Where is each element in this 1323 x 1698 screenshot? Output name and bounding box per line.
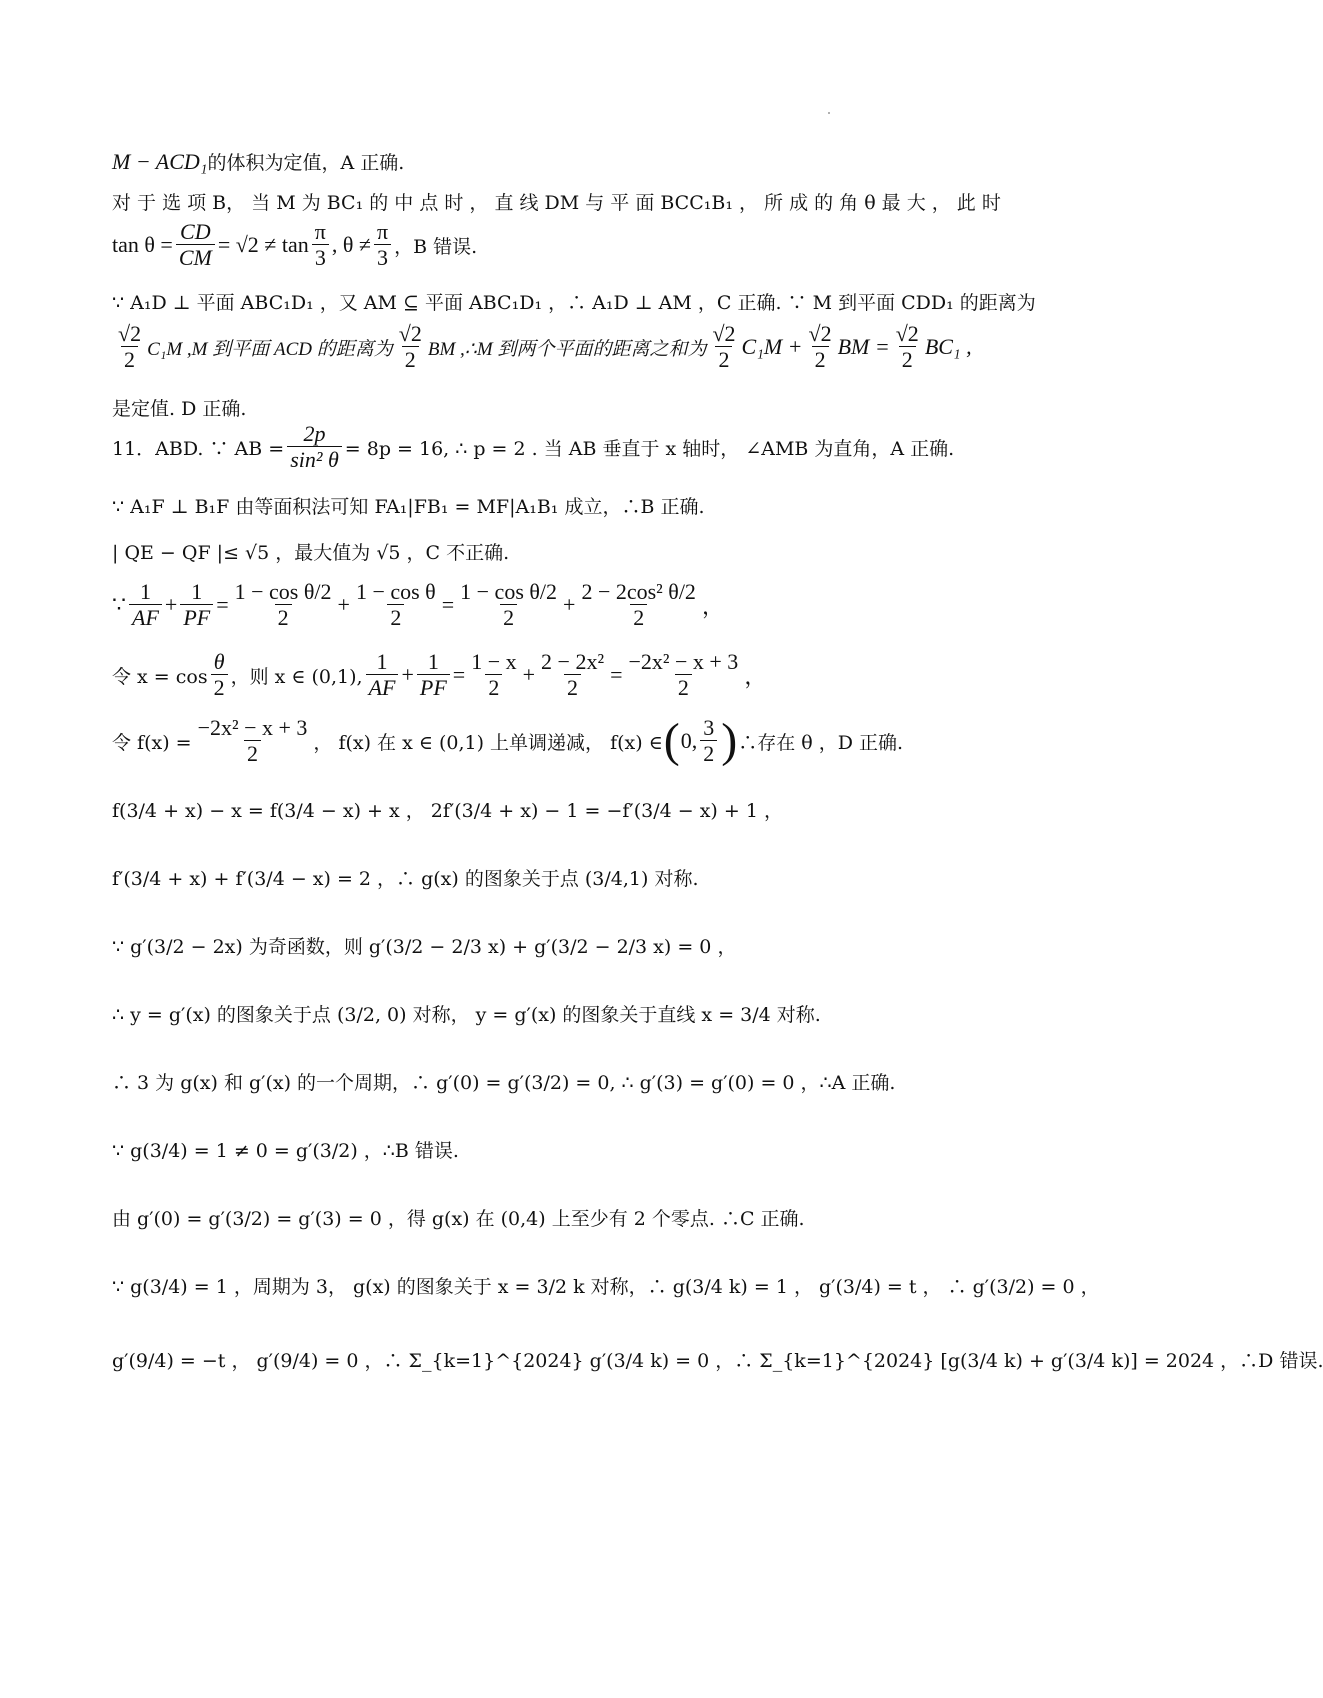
fraction: $\frac{\text{2 − 2x²}}{2}$ [541, 649, 605, 701]
line-12 [112, 716, 1140, 766]
text: ∵ A₁F ⊥ B₁F 由等面积法可知 FA₁|FB₁ = MF|A₁B₁ 成立，∴B 正确. [112, 496, 705, 518]
text: ∵ A₁D ⊥ 平面 ABC₁D₁ ，又 AM ⊆ 平面 ABC₁D₁ ，∴ A₁D ⊥ AM ，C 正确. ∵ M 到平面 CDD₁ 的距离为 [112, 292, 1036, 314]
eq: = [610, 662, 623, 688]
fraction: $\frac{\text{−2x² − x + 3}}{2}$ [197, 715, 308, 767]
fraction: $\frac{1}{PF}$ [180, 580, 213, 630]
fraction: $\frac{√2}{2}$ [118, 321, 142, 373]
math-expr: M − ACD₁ [112, 148, 208, 174]
text: 由 g′(0) = g′(3/2) = g′(3) = 0 ，得 g(x) 在 (0,4) 上至少有 2 个零点. ∴C 正确. [112, 1208, 805, 1230]
eq: = [452, 662, 466, 688]
fraction: $\frac{CD}{CM}$ [176, 220, 215, 270]
fraction: $\frac{\pi}{3}$ [374, 220, 391, 270]
text: ，B 错误. [394, 235, 478, 258]
eq: = [441, 592, 455, 618]
text: ∵ g′(3/2 − 2x) 为奇函数，则 g′(3/2 − 2/3 x) + g′(3/2 − 2/3 x) = 0 ， [112, 936, 737, 958]
text: 的体积为定值，A 正确. [207, 152, 405, 174]
line-3 [112, 220, 1140, 270]
line-5 [112, 322, 1140, 372]
line-14 [112, 864, 1140, 891]
comma: ， [744, 663, 767, 689]
text: ，则 x ∈ (0,1), [230, 665, 363, 688]
eq: = [216, 592, 229, 618]
fraction: $\frac{√2}{2}$ [895, 321, 919, 373]
fraction: $\frac{√2}{2}$ [808, 321, 832, 373]
math-expr: = √2 ≠ tan [217, 232, 309, 258]
text: = 8p = 16, ∴ p = 2 . 当 AB 垂直于 x 轴时， ∠AMB 为直角，A 正确. [344, 437, 955, 460]
fraction: $\frac{√2}{2}$ [398, 321, 422, 373]
line-18 [112, 1136, 1140, 1163]
line-11 [112, 650, 1140, 700]
scan-dot [828, 112, 830, 114]
text: 是定值. D 正确. [112, 398, 247, 420]
fraction: $\frac{1}{AF}$ [129, 580, 162, 630]
text: ∵ g(3/4) = 1 ≠ 0 = g′(3/2) ，∴B 错误. [112, 1140, 459, 1162]
line-15 [112, 932, 1140, 959]
fraction: $\frac{\text{1 − cos θ}}{2}$ [355, 579, 436, 631]
line-17 [112, 1068, 1140, 1095]
text: g′(9/4) = −t ， g′(9/4) = 0 ，∴ Σ_{k=1}^{2024} g′(3/4 k) = 0 ，∴ Σ_{k=1}^{2024} [g(3/4 k) + g′(3/4 k)] = 2024 ，∴D 错误. [112, 1350, 1323, 1372]
plus: + [401, 662, 414, 688]
math-text: BM ,∴M 到两个平面的距离之和为 [427, 338, 707, 360]
line-20 [112, 1272, 1140, 1299]
math-expr: ∵ [112, 592, 126, 618]
text: | QE − QF |≤ √5 ，最大值为 √5 ，C 不正确. [112, 542, 510, 564]
math-text: BC₁ , [924, 334, 972, 360]
text: ∴存在 θ ，D 正确. [738, 731, 904, 754]
line-16 [112, 1000, 1140, 1027]
fraction: $\frac{\text{−2x² − x + 3}}{2}$ [628, 649, 739, 701]
text: ∴ y = g′(x) 的图象关于点 (3/2, 0) 对称， y = g′(x) 的图象关于直线 x = 3/4 对称. [112, 1004, 821, 1026]
line-10 [112, 580, 1140, 630]
math-text: C₁M + [741, 334, 803, 360]
line-1 [112, 148, 1140, 175]
fraction: $\frac{\text{1 − cos θ/2}}{2}$ [234, 579, 332, 631]
line-6 [112, 394, 1140, 421]
text: 对 于 选 项 B， 当 M 为 BC₁ 的 中 点 时 ， 直 线 DM 与 平 面 BCC₁B₁ ， 所 成 的 角 θ 最 大 ， 此 时 [112, 192, 1001, 214]
fraction: $\frac{3}{2}$ [700, 716, 717, 766]
line-9 [112, 538, 1140, 565]
line-2 [112, 188, 1140, 215]
line-21 [112, 1346, 1323, 1373]
comma: ， [701, 593, 724, 619]
math-expr: 0, [680, 728, 698, 754]
text: 令 x = cos [112, 665, 208, 688]
plus: + [337, 592, 350, 618]
text: 11．ABD. ∵ AB = [112, 437, 285, 460]
fraction: $\frac{\pi}{3}$ [312, 220, 329, 270]
text: ， f(x) 在 x ∈ (0,1) 上单调递减， f(x) ∈ [313, 731, 663, 754]
math-expr: tan θ = [112, 232, 173, 258]
fraction: $\frac{1}{PF}$ [417, 650, 450, 700]
text: f(3/4 + x) − x = f(3/4 − x) + x ， 2f′(3/4 + x) − 1 = −f′(3/4 − x) + 1 ， [112, 800, 783, 822]
paren-right: ) [721, 714, 738, 768]
math-expr: , θ ≠ [331, 232, 371, 258]
line-4 [112, 288, 1140, 315]
text: f′(3/4 + x) + f′(3/4 − x) = 2 ，∴ g(x) 的图象关于点 (3/4,1) 对称. [112, 868, 699, 890]
fraction: $\frac{\theta}{2}$ [211, 650, 228, 700]
line-8 [112, 492, 1140, 519]
line-7 [112, 422, 1140, 472]
line-13 [112, 796, 1140, 823]
fraction: $\frac{\text{2 − 2cos² θ/2}}{2}$ [581, 579, 696, 631]
plus: + [522, 662, 536, 688]
text: 令 f(x) = [112, 731, 192, 754]
math-text: BM = [837, 334, 890, 360]
paren-left: ( [663, 714, 680, 768]
text: ∵ g(3/4) = 1 ，周期为 3， g(x) 的图象关于 x = 3/2 k 对称，∴ g(3/4 k) = 1 ， g′(3/4) = t ， ∴ g′(3/2) = 0 ， [112, 1276, 1100, 1298]
math-text: C₁M ,M 到平面 ACD 的距离为 [147, 338, 393, 360]
fraction: $\frac{√2}{2}$ [712, 321, 736, 373]
line-19 [112, 1204, 1140, 1231]
plus: + [563, 592, 576, 618]
fraction: $\frac{1 - x}{2}$ [471, 649, 517, 701]
plus: + [164, 592, 178, 618]
fraction: $\frac{2p}{\text{sin² θ}}$ [287, 422, 342, 472]
fraction: $\frac{\text{1 − cos θ/2}}{2}$ [460, 579, 558, 631]
text: ∴ 3 为 g(x) 和 g′(x) 的一个周期，∴ g′(0) = g′(3/2) = 0, ∴ g′(3) = g′(0) = 0 ，∴A 正确. [112, 1072, 896, 1094]
fraction: $\frac{1}{AF}$ [366, 650, 399, 700]
